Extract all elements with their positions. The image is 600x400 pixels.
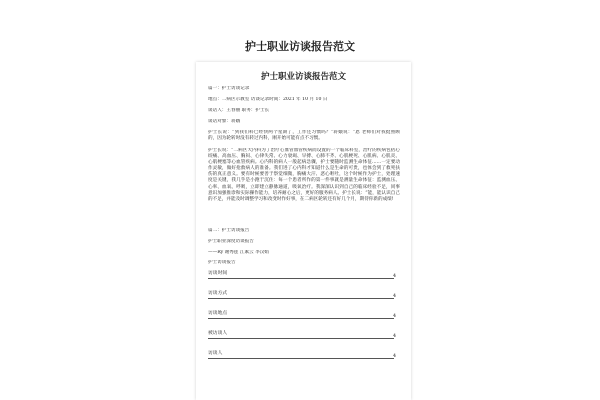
toc-page-number: 4 xyxy=(392,314,396,319)
location-time-line: 地点：二病区示教室 访谈记录时间：2021 年 10 月 10 日 xyxy=(208,97,328,102)
toc-page-number: 4 xyxy=(392,274,396,279)
page-title: 护士职业访谈报告范文 xyxy=(245,40,355,53)
toc-item-label: 访谈人 xyxy=(208,351,223,356)
toc-item[interactable] xyxy=(208,289,400,301)
interviewer-line: 谈话人：王春丽 职务：护士长 xyxy=(208,108,270,113)
toc-heading: 护士访谈报告 xyxy=(208,260,236,265)
paragraph-2: 护士长说：“二病区大内科为了治疗心血管血管疾病而设置的一个临床科室，治疗的疾病包括心绞痛、高血压、胸闷、心律失常、心力衰竭、早搏、心肺不齐、心肌梗死、心肌病、心肌炎、心肌梗塞等心血管疾病。心内科的病人一般起病急骤，护士要随时监测生命体征……一定要动作灵敏，做好抢救病人的准备。我们进了心内科才知道什么是生命的可贵，也体会到了救死扶伤的真正意义。要有时候要善于察觉细微，胸痛大汗、恶心呕吐，这个时候作为护士，处理速度是关键，我几乎是小跑于沉住：每一个患者所作的第一件事就是测量生命体征：监测血压、心率、血氧、呼吸，立即建立静脉通道，吸氧治疗。我深深认识到自己的临床经验不足，同事意识加强推诊和实际操作能力，培养耐心之后，更好的服务病人。护士长说：“能，能认识自己的不足，并能及时调整学习和改变时作好事，在二病区轮转还有好几个月，期待你新的成绩! xyxy=(208,148,400,202)
interviewee-line: 谈话对象：蒋娥 xyxy=(208,119,241,124)
report-subtitle: 护士职业深度访谈报告 xyxy=(208,239,254,244)
document-page xyxy=(196,62,411,400)
toc-leader-line xyxy=(208,358,394,359)
toc-item-label: 访谈时间 xyxy=(208,271,228,276)
toc-item[interactable] xyxy=(208,329,400,341)
toc-leader-line xyxy=(208,278,394,279)
toc-item[interactable] xyxy=(208,349,400,361)
section-heading-2: 篇二：护士访谈报告 xyxy=(208,228,250,233)
document-title: 护士职业访谈报告范文 xyxy=(260,72,346,82)
toc-item-label: 被访谈人 xyxy=(208,331,228,336)
toc-page-number: 4 xyxy=(392,354,396,359)
toc-leader-line xyxy=(208,318,394,319)
toc-item-label: 访谈方式 xyxy=(208,291,228,296)
section-heading-1: 篇一：护士访谈记录 xyxy=(208,86,250,91)
toc-page-number: 4 xyxy=(392,334,396,339)
report-authors: ——Ry 谢秀莲 江素云 李汉娟 xyxy=(208,250,269,255)
toc-item[interactable] xyxy=(208,309,400,321)
toc-item[interactable] xyxy=(208,269,400,281)
toc-item-label: 访谈地点 xyxy=(208,311,228,316)
toc-leader-line xyxy=(208,298,394,299)
paragraph-1: 护士长说：“到我们科已经快两个星期了，工作还习惯吗？”蒋娥说：“恩 老师们对我挺照顾的，因为轮转时没有转过内科，刚开始可能有点不习惯。 xyxy=(208,130,400,142)
toc-leader-line xyxy=(208,338,394,339)
toc-page-number: 4 xyxy=(392,294,396,299)
